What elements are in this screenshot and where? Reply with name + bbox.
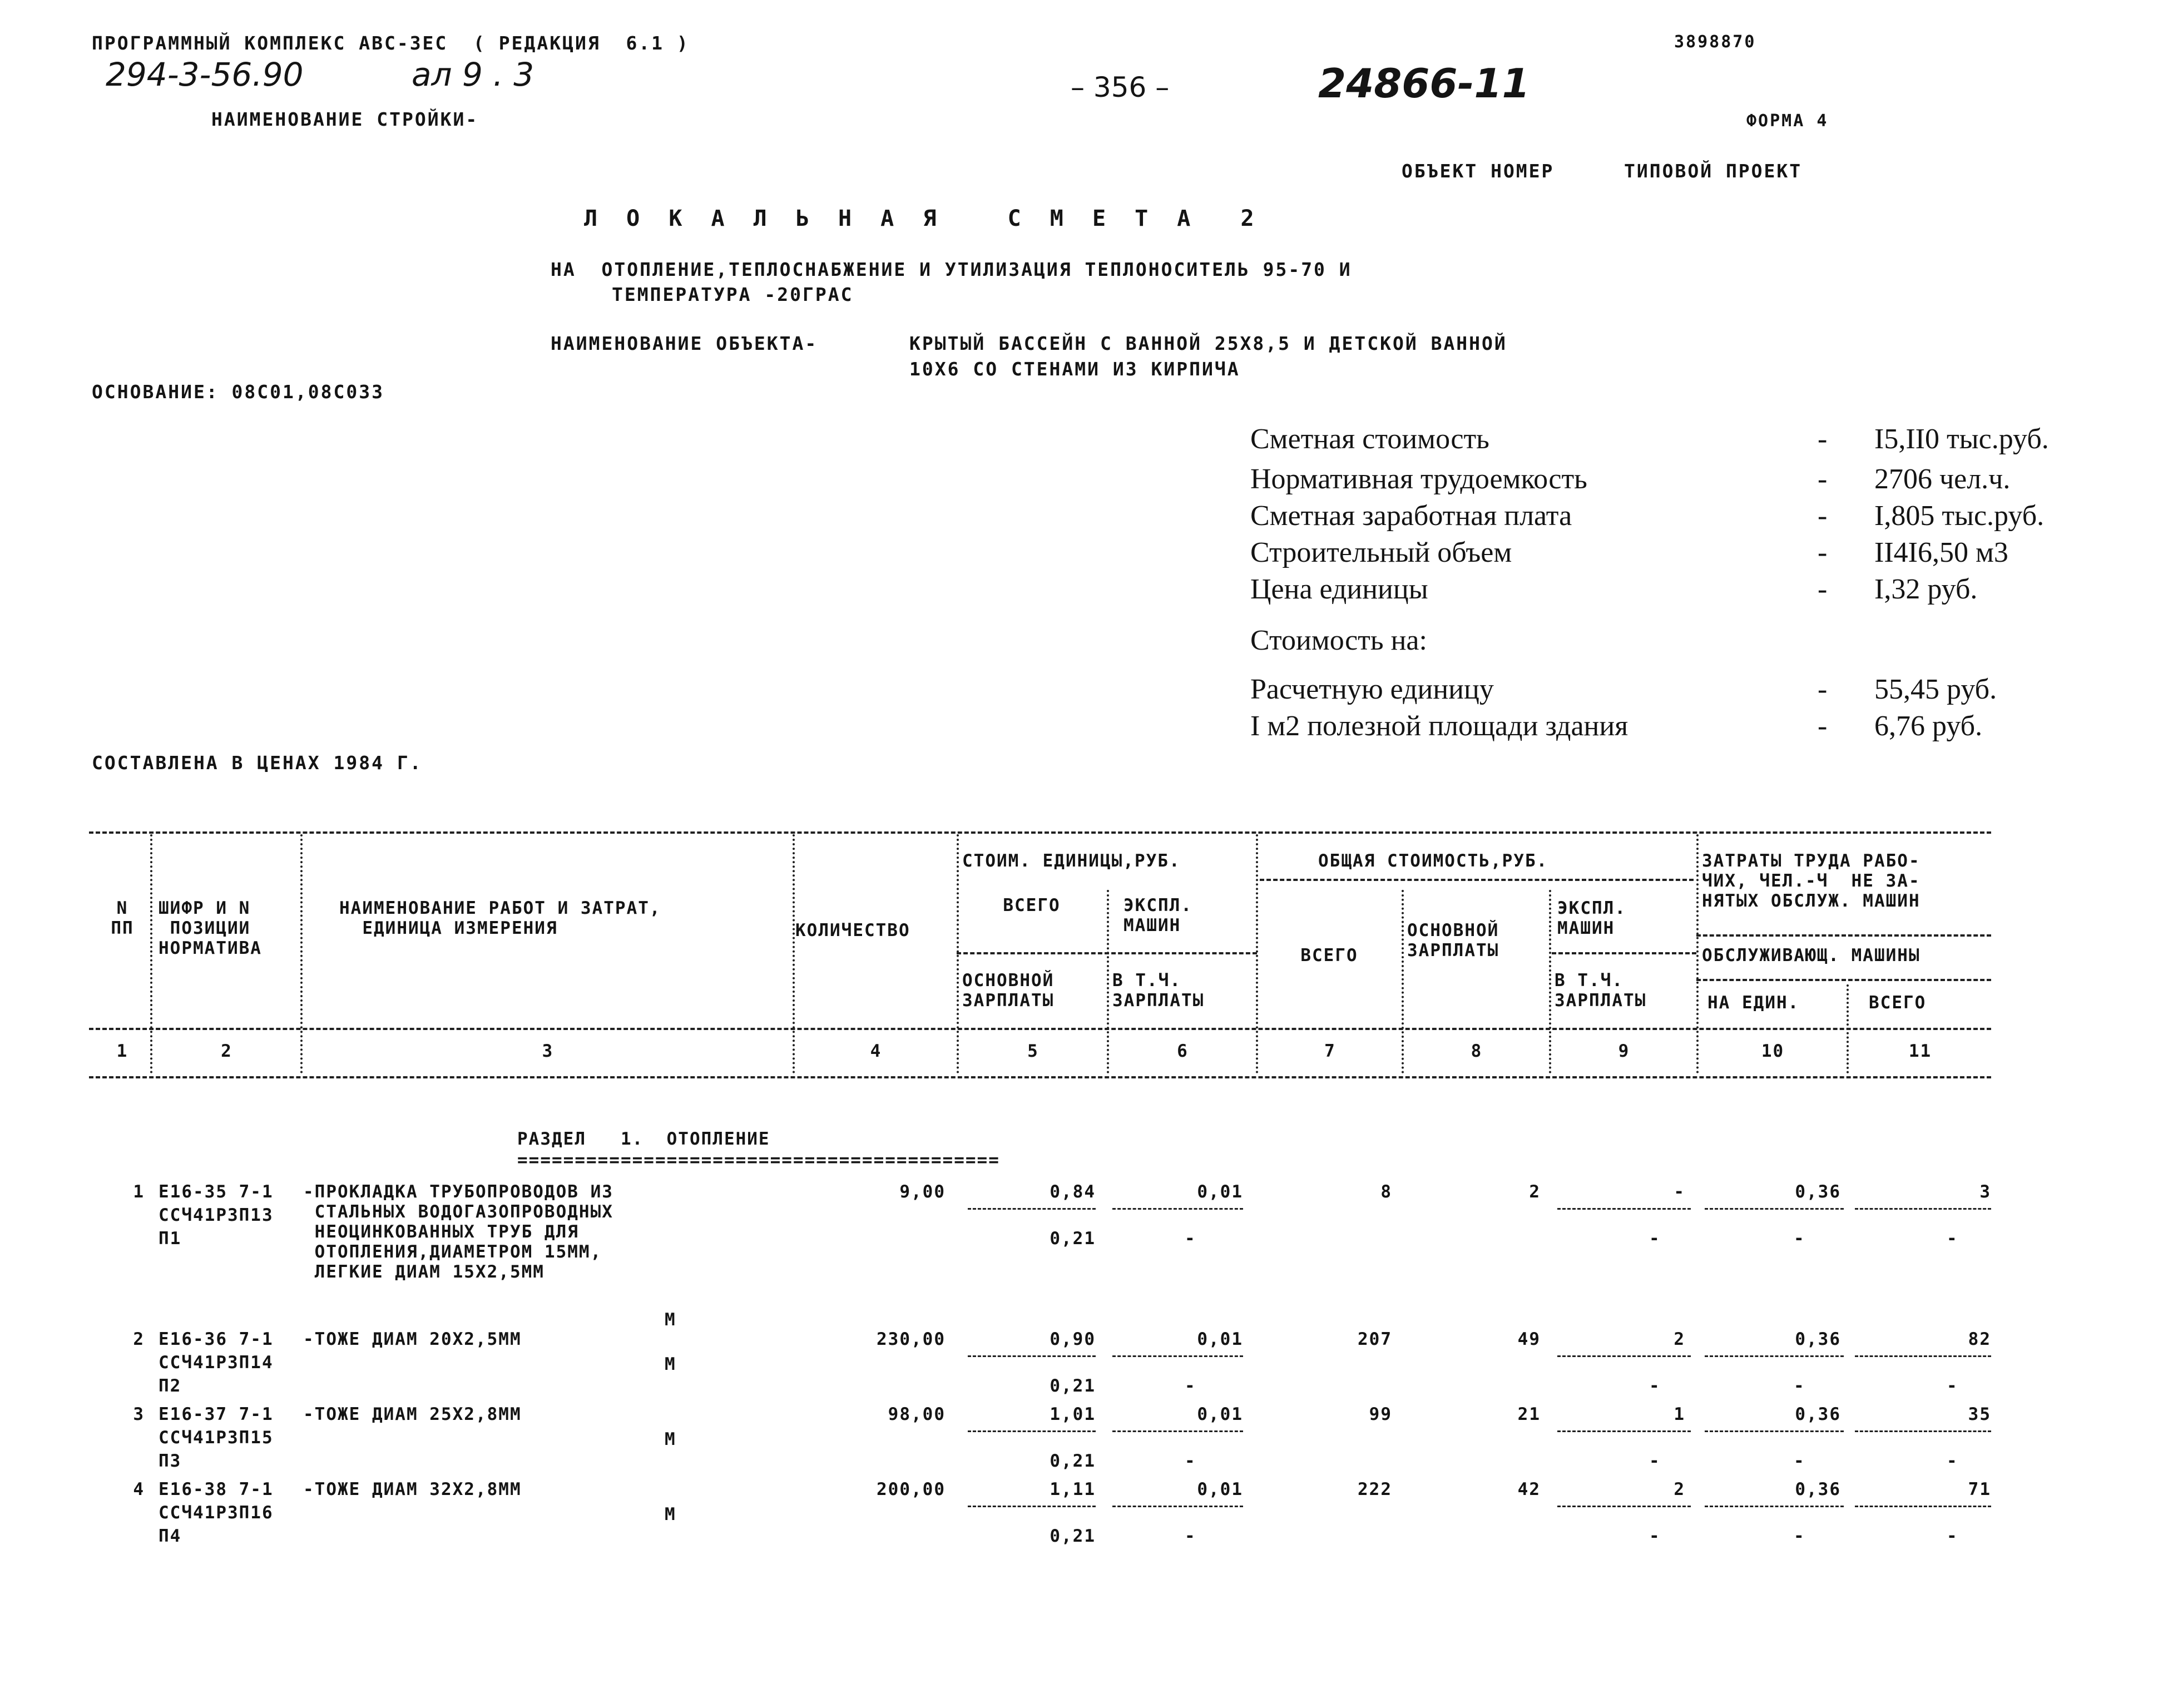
table-number-rule — [89, 1076, 1991, 1078]
col-separator — [957, 834, 959, 1073]
header-unit-cost: СТОИМ. ЕДИНИЦЫ,РУБ. — [962, 851, 1181, 871]
program-name: ПРОГРАММНЫЙ КОМПЛЕКС АВС-3ЕС ( РЕДАКЦИЯ 6.1 ) — [92, 32, 690, 54]
object-name-line-2: 10Х6 СО СТЕНАМИ ИЗ КИРПИЧА — [909, 358, 1240, 380]
cell-split-rule — [968, 1355, 1096, 1357]
per-unit-label: I м2 полезной площади здания — [1250, 710, 1629, 742]
table-top-rule — [89, 831, 1991, 834]
cell-split-rule — [1112, 1430, 1243, 1432]
object-name-label: НАИМЕНОВАНИЕ ОБЪЕКТА- — [551, 333, 818, 354]
per-unit-label: Расчетную единицу — [1250, 674, 1494, 705]
header-unit-wage: ОСНОВНОЙ ЗАРПЛАТЫ — [962, 971, 1055, 1011]
page-title: Л О К А Л Ь Н А Я С М Е Т А 2 — [584, 206, 1262, 231]
row-labor-total: 35 — [1968, 1404, 1991, 1424]
header-labor-total: ВСЕГО — [1869, 993, 1927, 1013]
column-number: 11 — [1908, 1041, 1932, 1061]
summary-dash: - — [1818, 463, 1828, 495]
cell-split-rule — [968, 1208, 1096, 1210]
header-total-incl: В Т.Ч. ЗАРПЛАТЫ — [1555, 971, 1647, 1011]
row-unit-mach: 0,01 — [1197, 1404, 1243, 1424]
row-code: Е16-38 7-1 — [159, 1479, 274, 1499]
row-description: -ТОЖЕ ДИАМ 25Х2,8ММ — [303, 1404, 522, 1424]
column-number: 4 — [870, 1041, 882, 1061]
header-unit-incl: В Т.Ч. ЗАРПЛАТЫ — [1112, 971, 1205, 1011]
col-separator — [150, 834, 152, 1073]
row-total-mach: 2 — [1674, 1329, 1685, 1349]
row-quantity: 98,00 — [888, 1404, 946, 1424]
row-unit-incl: - — [1185, 1526, 1196, 1546]
row-unit-mach: 0,01 — [1197, 1182, 1243, 1202]
cell-split-rule — [1112, 1208, 1243, 1210]
page-number: – 356 – — [1071, 71, 1170, 103]
row-labor-unit-2: - — [1794, 1376, 1805, 1396]
header-col-2: ШИФР И N ПОЗИЦИИ НОРМАТИВА — [159, 898, 262, 958]
row-labor-total: 3 — [1979, 1182, 1991, 1202]
summary-dash: - — [1818, 537, 1828, 568]
header-col-4: КОЛИЧЕСТВО — [795, 920, 910, 940]
col-separator — [300, 834, 303, 1073]
cell-split-rule — [1557, 1208, 1691, 1210]
summary-dash: - — [1818, 500, 1828, 532]
cell-split-rule — [1112, 1355, 1243, 1357]
row-quantity: 200,00 — [877, 1479, 946, 1499]
column-number: 9 — [1618, 1041, 1630, 1061]
handwritten-number: 24866-11 — [1318, 60, 1530, 107]
summary-label: Строительный объем — [1250, 537, 1512, 568]
row-number: 2 — [133, 1329, 145, 1349]
row-code-2: ССЧ41Р3П16 — [159, 1503, 274, 1523]
row-code-2: ССЧ41Р3П14 — [159, 1353, 274, 1373]
summary-label: Цена единицы — [1250, 573, 1428, 605]
summary-value: 2706 чел.ч. — [1874, 463, 2011, 495]
cell-split-rule — [1855, 1355, 1991, 1357]
per-unit-dash: - — [1818, 674, 1828, 705]
header-total-all: ВСЕГО — [1300, 945, 1358, 966]
row-labor-total: 82 — [1968, 1329, 1991, 1349]
object-name-line-1: КРЫТЫЙ БАССЕЙН С ВАННОЙ 25Х8,5 И ДЕТСКОЙ ВАННОЙ — [909, 333, 1507, 354]
row-total-incl: - — [1649, 1376, 1661, 1396]
header-total-wage: ОСНОВНОЙ ЗАРПЛАТЫ — [1407, 920, 1499, 961]
column-number: 2 — [221, 1041, 232, 1061]
typical-project-label: ТИПОВОЙ ПРОЕКТ — [1624, 160, 1803, 182]
cell-split-rule — [1705, 1506, 1844, 1507]
cell-split-rule — [1855, 1506, 1991, 1507]
row-unit-wage: 0,21 — [1050, 1526, 1096, 1546]
row-code-3: П2 — [159, 1376, 182, 1396]
cell-split-rule — [1705, 1430, 1844, 1432]
row-labor-unit: 0,36 — [1795, 1182, 1841, 1202]
col-separator — [1107, 890, 1109, 1073]
cell-split-rule — [1855, 1430, 1991, 1432]
cell-split-rule — [1855, 1208, 1991, 1210]
table-header-rule — [89, 1028, 1991, 1030]
row-code-3: П4 — [159, 1526, 182, 1546]
compiled-prices: СОСТАВЛЕНА В ЦЕНАХ 1984 Г. — [92, 752, 423, 774]
row-total-mach: - — [1674, 1182, 1685, 1202]
row-labor-total-2: - — [1947, 1376, 1958, 1396]
object-number-label: ОБЪЕКТ НОМЕР — [1402, 160, 1555, 182]
row-total-wage: 49 — [1517, 1329, 1541, 1349]
cell-split-rule — [968, 1506, 1096, 1507]
summary-dash: - — [1818, 573, 1828, 605]
row-total-incl: - — [1649, 1526, 1661, 1546]
row-total-mach: 1 — [1674, 1404, 1685, 1424]
row-labor-unit: 0,36 — [1795, 1404, 1841, 1424]
row-unit-wage: 0,21 — [1050, 1451, 1096, 1471]
col-separator — [1847, 984, 1849, 1073]
row-labor-unit-2: - — [1794, 1229, 1805, 1249]
construction-name-label: НАИМЕНОВАНИЕ СТРОЙКИ- — [211, 108, 479, 130]
row-description: -ТОЖЕ ДИАМ 32Х2,8ММ — [303, 1479, 522, 1499]
document-number: 3898870 — [1674, 32, 1756, 52]
row-labor-unit: 0,36 — [1795, 1479, 1841, 1499]
col-separator — [1549, 890, 1551, 1073]
row-quantity: 230,00 — [877, 1329, 946, 1349]
column-number: 6 — [1177, 1041, 1189, 1061]
row-labor-unit: 0,36 — [1795, 1329, 1841, 1349]
row-labor-total-2: - — [1947, 1451, 1958, 1471]
row-total-incl: - — [1649, 1229, 1661, 1249]
row-total-all: 99 — [1369, 1404, 1392, 1424]
total-mach-split-rule — [1552, 952, 1696, 954]
handwritten-code: 294-3-56.90 — [106, 56, 304, 93]
row-labor-total: 71 — [1968, 1479, 1991, 1499]
purpose-line-1: НА ОТОПЛЕНИЕ,ТЕПЛОСНАБЖЕНИЕ И УТИЛИЗАЦИЯ ТЕПЛОНОСИТЕЛЬ 95-70 И — [551, 259, 1352, 280]
purpose-line-2: ТЕМПЕРАТУРА -20ГРАС — [612, 284, 854, 305]
cell-split-rule — [1112, 1506, 1243, 1507]
cell-split-rule — [1705, 1355, 1844, 1357]
row-unit: М — [665, 1429, 676, 1449]
row-quantity: 9,00 — [899, 1182, 946, 1202]
row-total-wage: 2 — [1529, 1182, 1541, 1202]
row-number: 4 — [133, 1479, 145, 1499]
col-separator — [1402, 890, 1404, 1073]
cell-split-rule — [1557, 1506, 1691, 1507]
row-unit-incl: - — [1185, 1451, 1196, 1471]
row-unit-mach: 0,01 — [1197, 1329, 1243, 1349]
summary-value: II4I6,50 м3 — [1874, 537, 2008, 568]
summary-value: I5,II0 тыс.руб. — [1874, 423, 2049, 455]
header-labor: ЗАТРАТЫ ТРУДА РАБО- ЧИХ, ЧЕЛ.-Ч НЕ ЗА- НЯТЫХ ОБСЛУЖ. МАШИН — [1702, 851, 1920, 911]
header-col-3: НАИМЕНОВАНИЕ РАБОТ И ЗАТРАТ, ЕДИНИЦА ИЗМЕРЕНИЯ — [339, 898, 661, 938]
summary-label: Сметная заработная плата — [1250, 500, 1572, 532]
row-labor-total-2: - — [1947, 1526, 1958, 1546]
row-total-incl: - — [1649, 1451, 1661, 1471]
col-separator — [793, 834, 795, 1073]
column-number: 10 — [1761, 1041, 1785, 1061]
header-unit-total: ВСЕГО — [1003, 895, 1061, 915]
row-unit-total: 0,90 — [1050, 1329, 1096, 1349]
header-labor-unit: НА ЕДИН. — [1707, 993, 1800, 1013]
summary-dash: - — [1818, 423, 1828, 455]
header-col-1: N ПП — [111, 898, 134, 938]
row-unit: М — [665, 1504, 676, 1524]
column-number: 3 — [542, 1041, 554, 1061]
section-title: РАЗДЕЛ 1. ОТОПЛЕНИЕ — [517, 1129, 770, 1149]
header-unit-mach: ЭКСПЛ. МАШИН — [1123, 895, 1192, 935]
header-total-mach: ЭКСПЛ. МАШИН — [1557, 898, 1626, 938]
summary-label: Сметная стоимость — [1250, 423, 1489, 455]
per-unit-value: 55,45 руб. — [1874, 674, 1997, 705]
row-code: Е16-37 7-1 — [159, 1404, 274, 1424]
row-total-mach: 2 — [1674, 1479, 1685, 1499]
row-total-all: 207 — [1358, 1329, 1392, 1349]
row-number: 1 — [133, 1182, 145, 1202]
labor-split-rule — [1696, 934, 1991, 937]
row-unit: М — [665, 1310, 676, 1330]
row-code-2: ССЧ41Р3П15 — [159, 1428, 274, 1448]
row-unit-total: 1,11 — [1050, 1479, 1096, 1499]
summary-value: I,32 руб. — [1874, 573, 1978, 605]
row-labor-total-2: - — [1947, 1229, 1958, 1249]
row-unit-total: 1,01 — [1050, 1404, 1096, 1424]
row-unit-mach: 0,01 — [1197, 1479, 1243, 1499]
row-code-2: ССЧ41Р3П13 — [159, 1205, 274, 1225]
cell-split-rule — [968, 1430, 1096, 1432]
row-unit-incl: - — [1185, 1376, 1196, 1396]
row-labor-unit-2: - — [1794, 1526, 1805, 1546]
row-code-3: П3 — [159, 1451, 182, 1471]
summary-value: I,805 тыс.руб. — [1874, 500, 2045, 532]
cell-split-rule — [1557, 1430, 1691, 1432]
row-number: 3 — [133, 1404, 145, 1424]
row-labor-unit-2: - — [1794, 1451, 1805, 1471]
column-number: 7 — [1324, 1041, 1336, 1061]
header-labor-serv: ОБСЛУЖИВАЮЩ. МАШИНЫ — [1702, 945, 1920, 966]
col-separator — [1696, 834, 1699, 1073]
row-description: -ПРОКЛАДКА ТРУБОПРОВОДОВ ИЗ СТАЛЬНЫХ ВОДОГАЗОПРОВОДНЫХ НЕОЦИНКОВАННЫХ ТРУБ ДЛЯ ОТОПЛЕНИЯ,ДИАМЕТРОМ 15ММ, ЛЕГКИЕ ДИАМ 15Х2,5ММ — [303, 1182, 613, 1282]
total-cost-split-rule — [1260, 879, 1694, 881]
row-total-all: 8 — [1380, 1182, 1392, 1202]
column-number: 1 — [116, 1041, 128, 1061]
row-total-wage: 42 — [1517, 1479, 1541, 1499]
row-total-wage: 21 — [1517, 1404, 1541, 1424]
row-description: -ТОЖЕ ДИАМ 20Х2,5ММ — [303, 1329, 522, 1349]
header-total-cost: ОБЩАЯ СТОИМОСТЬ,РУБ. — [1318, 851, 1548, 871]
cell-split-rule — [1557, 1355, 1691, 1357]
row-unit-total: 0,84 — [1050, 1182, 1096, 1202]
row-unit-wage: 0,21 — [1050, 1229, 1096, 1249]
column-number: 5 — [1027, 1041, 1039, 1061]
cell-split-rule — [1705, 1208, 1844, 1210]
row-total-all: 222 — [1358, 1479, 1392, 1499]
column-number: 8 — [1471, 1041, 1483, 1061]
row-code: Е16-35 7-1 — [159, 1182, 274, 1202]
handwritten-album: ал 9 . 3 — [412, 56, 534, 93]
per-unit-dash: - — [1818, 710, 1828, 742]
basis: ОСНОВАНИЕ: 08С01,08С033 — [92, 381, 384, 403]
form-label: ФОРМА 4 — [1746, 111, 1829, 131]
cost-on-label: Стоимость на: — [1250, 625, 1427, 656]
row-unit: М — [665, 1354, 676, 1374]
summary-label: Нормативная трудоемкость — [1250, 463, 1587, 495]
section-underline: ========================================== — [517, 1150, 1000, 1170]
row-unit-wage: 0,21 — [1050, 1376, 1096, 1396]
row-code-3: П1 — [159, 1229, 182, 1249]
col-separator — [1256, 834, 1258, 1073]
labor-split-rule-2 — [1696, 979, 1991, 981]
per-unit-value: 6,76 руб. — [1874, 710, 1983, 742]
row-code: Е16-36 7-1 — [159, 1329, 274, 1349]
row-unit-incl: - — [1185, 1229, 1196, 1249]
